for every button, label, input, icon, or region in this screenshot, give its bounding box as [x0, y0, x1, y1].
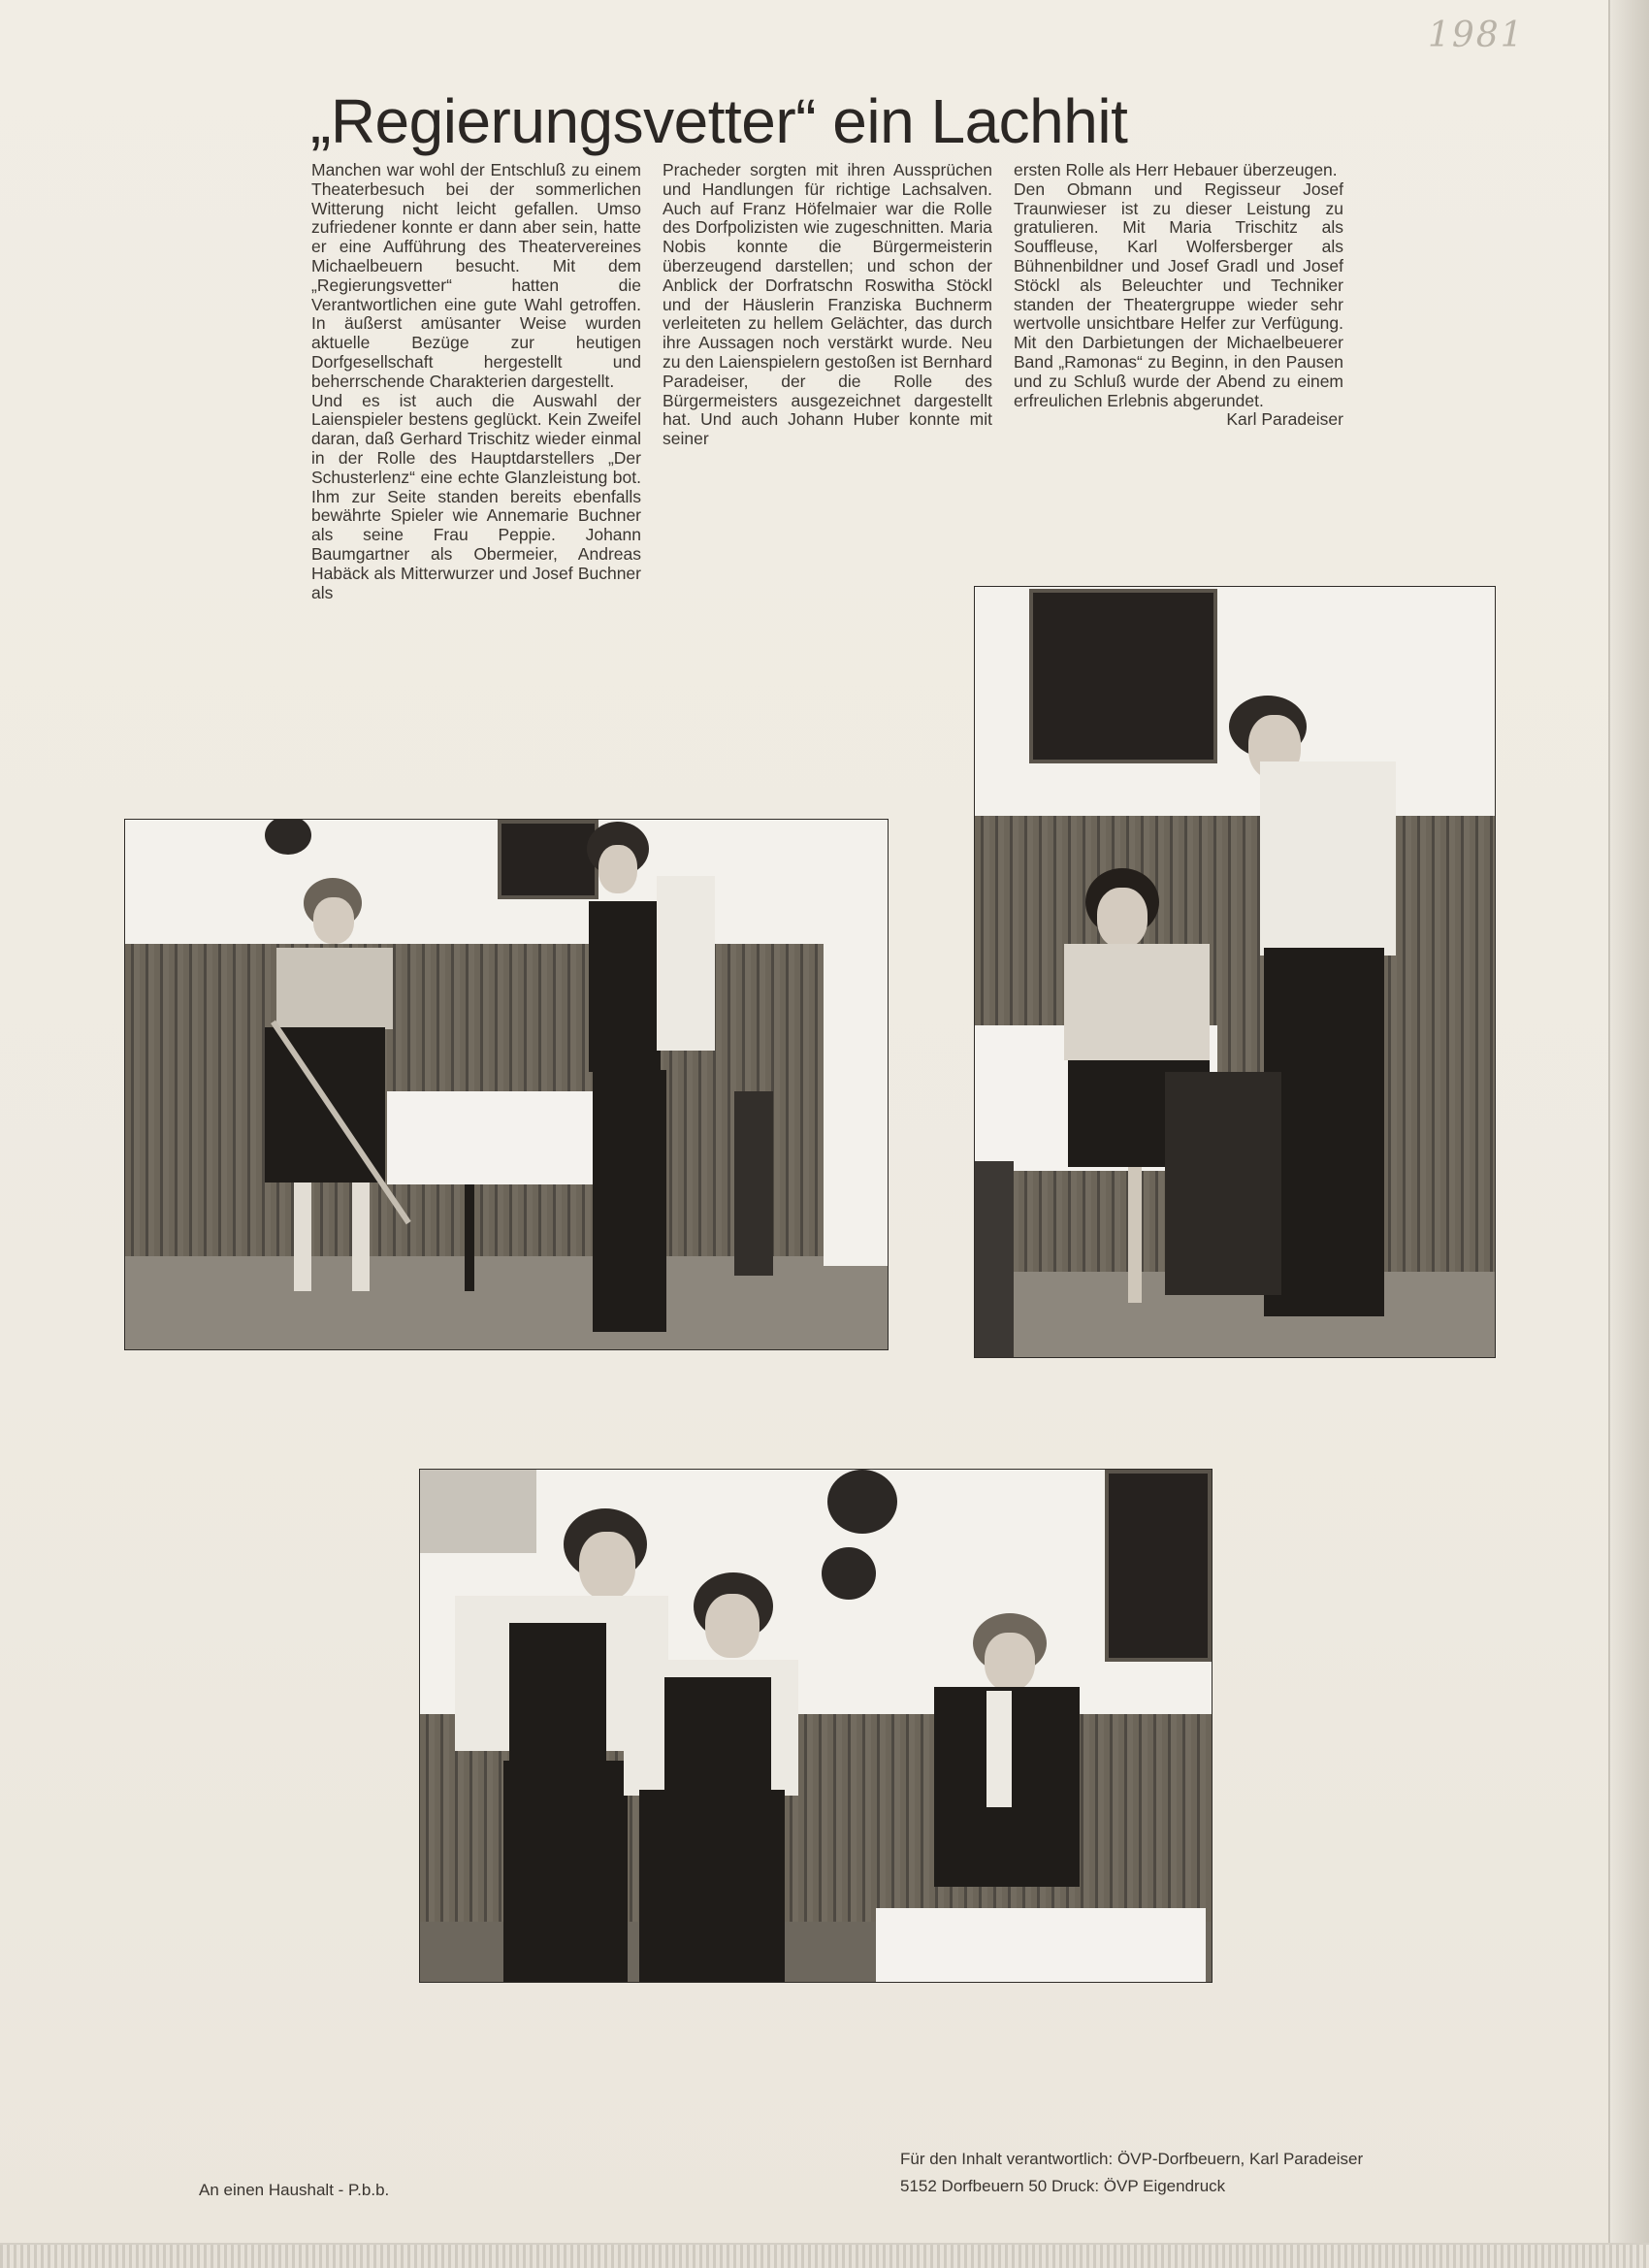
article-paragraph: ersten Rolle als Herr Hebauer überzeugen. — [1014, 160, 1338, 179]
article-signature: Karl Paradeiser — [1226, 409, 1343, 430]
photo-stage-scene-table — [974, 586, 1496, 1358]
article-paragraph: Den Obmann und Regisseur Josef Traunwieser ist zu dieser Leistung zu gratulieren. Mit Maria Trischitz als Souffleuse, Karl Wolfersberger als Bühnenbildner und Josef Gradl und Josef Stöckl als Beleuchter und Techniker standen der Theatergruppe wieder sehr wertvolle unsichtbare Helfer zur Verfügung. Mit den Darbietungen der Michaelbeuerer Band „Ramonas“ zu Beginn, in den Pausen und zu Schluß wurde der Abend zu einem erfreulichen Erlebnis abgerundet. — [1014, 178, 1343, 410]
article-column-2 — [663, 161, 992, 449]
article-paragraph: Pracheder sorgten mit ihren Aussprüchen und Handlungen für richtige Lachsalven. Auch auf Franz Höfelmaier war die Rolle des Dorfpolizisten wie zugeschnitten. Maria Nobis konnte die Bürgermeisterin überzeugend darstellen; und schon der Anblick der Dorfratschn Roswitha Stöckl und der Häuslerin Franziska Buchnerm verleiteten zu hellem Gelächter, das durch ihre Aussagen noch verstärkt wurde. Neu zu den Laienspielern gestoßen ist Bernhard Paradeiser, der die Rolle des Bürgermeisters ausgezeichnet dargestellt hat. Und auch Johann Huber konnte mit seiner — [663, 160, 992, 449]
page-edge — [1608, 0, 1649, 2268]
article-paragraph: Und es ist auch die Auswahl der Laienspieler bestens geglückt. Kein Zweifel daran, daß Gerhard Trischitz wieder einmal in der Rolle des Hauptdarstellers „Der Schusterlenz“ eine echte Glanzleistung bot. Ihm zur Seite standen bereits ebenfalls bewährte Spieler wie Annemarie Buchner als seine Frau Peppie. Johann Baumgartner als Obermeier, Andreas Habäck als Mitterwurzer und Josef Buchner als — [311, 390, 641, 602]
article-column-3 — [1014, 161, 1343, 430]
article-paragraph: Manchen war wohl der Entschluß zu einem Theaterbesuch bei der sommerlichen Witterung nicht leicht gefallen. Umso zufriedener konnte er dann aber sein, hatte er eine Aufführung des Theatervereines Michaelbeuern besucht. Mit dem „Regierungsvetter“ hatten die Verantwortlichen eine gute Wahl getroffen. In äußerst amüsanter Weise wurden aktuelle Bezüge zur heutigen Dorfgesellschaft hergestellt und beherrschende Charakterien dargestellt. — [311, 160, 641, 391]
photo-stage-scene-three-men — [419, 1469, 1212, 1983]
article-column-1 — [311, 161, 641, 602]
handwritten-year-note: 1981 — [1428, 16, 1525, 55]
photo-stage-scene-sweeping — [124, 819, 889, 1350]
footer-imprint — [900, 2146, 1363, 2200]
footer-imprint-line: Für den Inhalt verantwortlich: ÖVP-Dorfbeuern, Karl Paradeiser — [900, 2150, 1364, 2168]
page-bottom-edge — [0, 2243, 1649, 2268]
article-headline: „Regierungsvetter“ ein Lachhit — [310, 86, 1128, 156]
footer-imprint-line: 5152 Dorfbeuern 50 Druck: ÖVP Eigendruck — [900, 2177, 1226, 2195]
footer-postal-note: An einen Haushalt - P.b.b. — [199, 2181, 390, 2199]
